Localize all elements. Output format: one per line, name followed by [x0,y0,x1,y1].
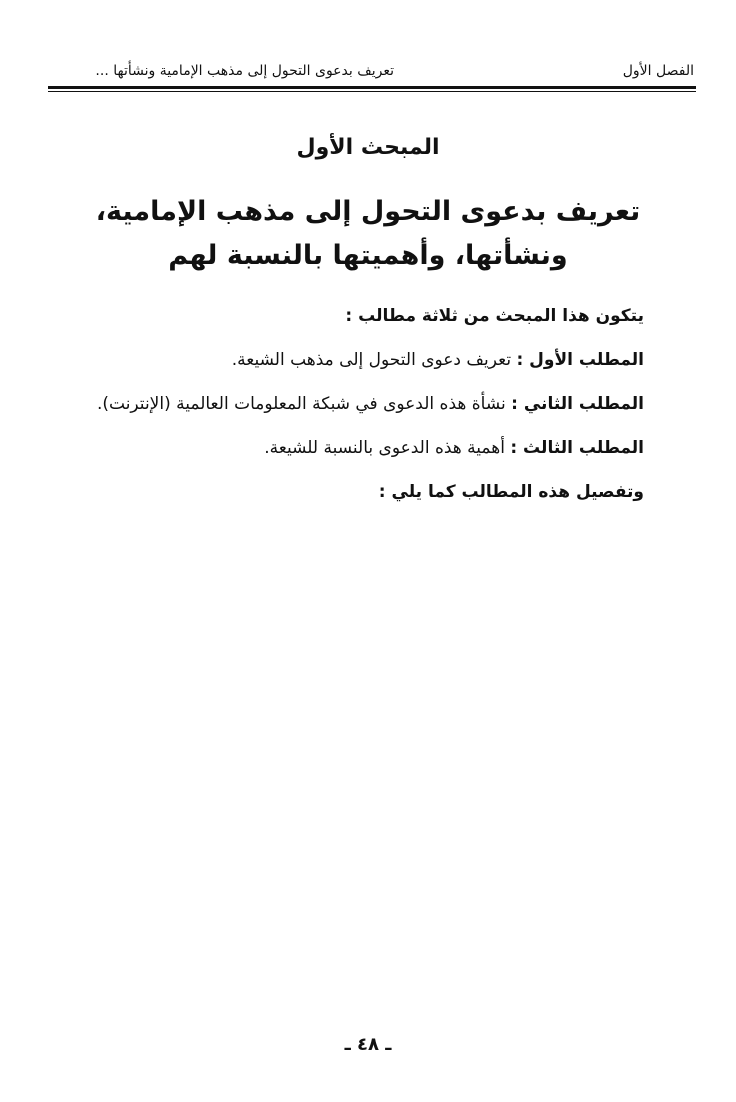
page-number: ـ ٤٨ ـ [344,1034,392,1055]
section-heading [60,190,676,278]
list-item [80,382,644,426]
section-title: المبحث الأول [296,135,440,160]
list-item [80,338,644,382]
item-label: المطلب الثاني : [511,394,644,414]
header-rule [48,86,696,89]
item-text: نشأة هذه الدعوى في شبكة المعلومات العالمية (الإنترنت). [96,394,506,414]
header-title: تعريف بدعوى التحول إلى مذهب الإمامية ونشأتها ... [95,63,394,79]
header-chapter: الفصل الأول [622,63,694,79]
running-header [48,58,694,84]
outro-paragraph: وتفصيل هذه المطالب كما يلي : [378,482,644,502]
header-rule-secondary [48,91,696,92]
section-heading-line-2: ونشأتها، وأهميتها بالنسبة لهم [168,240,568,271]
item-text: تعريف دعوى التحول إلى مذهب الشيعة. [231,350,512,370]
item-label: المطلب الثالث : [510,438,644,458]
list-item [80,426,644,470]
body-content [80,294,644,514]
item-label: المطلب الأول : [516,350,644,370]
item-text: أهمية هذه الدعوى بالنسبة للشيعة. [264,438,505,458]
section-heading-line-1: تعريف بدعوى التحول إلى مذهب الإمامية، [95,196,641,227]
intro-paragraph: يتكون هذا المبحث من ثلاثة مطالب : [345,306,644,326]
